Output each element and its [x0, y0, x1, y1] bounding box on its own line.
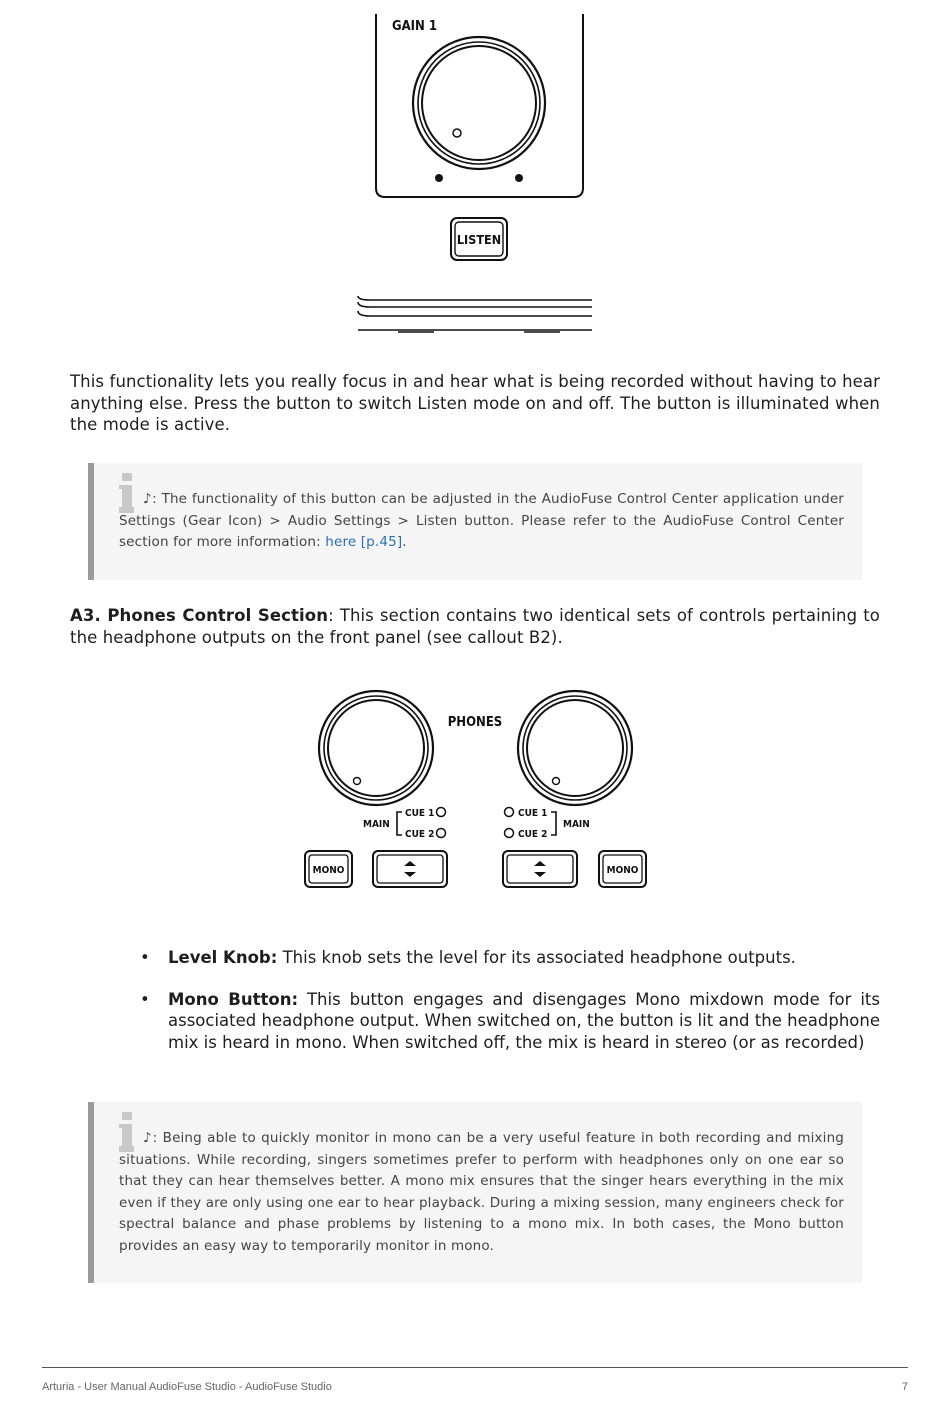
cue1-label-right: CUE 1	[518, 808, 548, 819]
cue2-led-right	[505, 829, 514, 838]
mono-label-right: MONO	[606, 865, 639, 876]
led-dot	[515, 174, 523, 182]
listen-description: This functionality lets you really focus in and hear what is being recorded without having to hear anything else. Press the button to switch Listen mode on and off. The button is illuminated when the mode is active.	[70, 372, 880, 434]
mono-label-left: MONO	[312, 865, 345, 876]
page-link[interactable]: here [p.45]	[325, 534, 403, 551]
cue2-label-right: CUE 2	[518, 829, 548, 840]
bullet-dot: •	[140, 989, 150, 1009]
section-a3-paragraph	[70, 605, 880, 648]
cue2-led-left	[437, 829, 446, 838]
info-note	[88, 1102, 862, 1283]
info-note-text	[119, 489, 844, 554]
phones-diagram	[295, 685, 655, 895]
panel-edge	[358, 296, 592, 332]
level-knob-right	[518, 691, 632, 805]
section-heading: A3. Phones Control Section	[70, 606, 329, 625]
cue1-led-right	[505, 808, 514, 817]
main-label-right: MAIN	[563, 819, 590, 830]
bullet-dot: •	[140, 948, 150, 967]
cue-select-button-right	[503, 851, 577, 887]
mono-button-right	[599, 851, 646, 887]
list-item	[140, 989, 880, 1054]
footer-divider	[42, 1367, 908, 1368]
gain-listen-diagram	[340, 0, 610, 340]
main-label-left: MAIN	[363, 819, 390, 830]
level-knob-left	[319, 691, 433, 805]
listen-button	[451, 218, 507, 260]
section-body: : This section contains two identical sets of controls pertaining to the headphone outputs on the front panel (see callout B2).	[70, 606, 880, 647]
feature-list	[140, 947, 880, 1053]
list-item	[140, 947, 880, 969]
page-number: 7	[901, 1381, 908, 1393]
led-dot	[435, 174, 443, 182]
info-note-text: ♪: Being able to quickly monitor in mono can be a very useful feature in both recording and mixing situations. While recording, singers sometimes prefer to perform with headphones only on one ear so that they can hear themselves better. A mono mix ensures that the singer hears everything in the mix even if they are only using one ear to hear playback. During a mixing session, many engineers check for spectral balance and phase problems by listening to a mono mix. In both cases, the Mono button provides an easy way to temporarily monitor in mono.	[119, 1130, 844, 1254]
info-note	[88, 463, 862, 580]
cue2-label-left: CUE 2	[405, 829, 435, 840]
list-item-term: Mono Button:	[168, 989, 299, 1009]
mono-button-left	[305, 851, 352, 887]
cue1-label-left: CUE 1	[405, 808, 435, 819]
note-suffix: .	[402, 534, 407, 551]
cue-select-button-left	[373, 851, 447, 887]
note-text: ♪: The functionality of this button can be adjusted in the AudioFuse Control Center application under Settings (Gear Icon) > Audio Settings > Listen button. Please refer to the AudioFuse Control Center section for more information:	[119, 491, 844, 551]
list-item-text: This button engages and disengages Mono mixdown mode for its associated headphone output. When switched on, the button is lit and the headphone mix is heard in mono. When switched off, the mix is heard in stereo (or as recorded)	[168, 989, 880, 1052]
gain-label: GAIN 1	[392, 19, 437, 34]
list-item-text: This knob sets the level for its associated headphone outputs.	[277, 948, 796, 967]
list-item-term: Level Knob:	[168, 948, 278, 967]
footer-title: Arturia - User Manual AudioFuse Studio - AudioFuse Studio	[42, 1381, 332, 1393]
phones-label: PHONES	[447, 715, 503, 730]
listen-label: LISTEN	[456, 232, 502, 247]
gain-knob	[413, 37, 545, 169]
cue1-led-left	[437, 808, 446, 817]
